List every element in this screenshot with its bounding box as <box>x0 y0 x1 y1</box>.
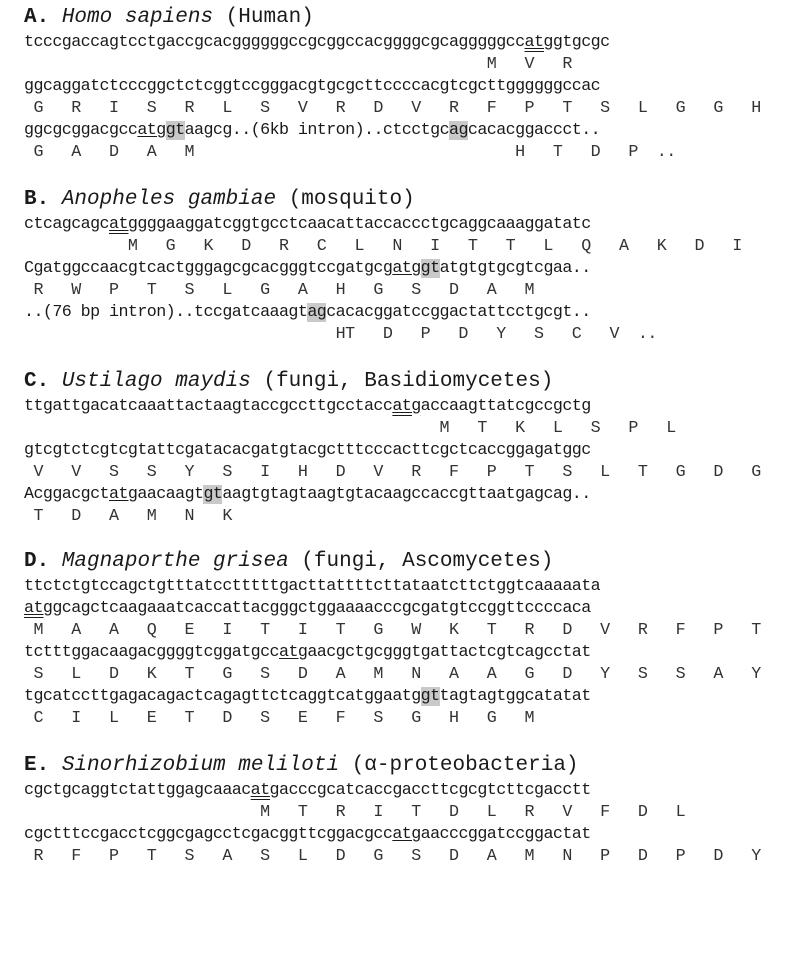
section-letter: D. <box>24 550 50 573</box>
sequence-segment: Cgatggccaacgtcactgggagcgcacgggtccgatgcg <box>24 259 393 278</box>
species-note: (Human) <box>225 6 314 29</box>
section-title <box>24 188 785 214</box>
sequence-segment: tgcatccttgagacagactcagagttctcaggtcatggaatg <box>24 687 421 706</box>
sequence-segment: cacacggaccct.. <box>467 121 601 140</box>
sequence-segment: ttctctgtccagctgtttatcctttttgacttattttcttataatcttctggtcaaaaata <box>24 577 601 596</box>
sequence-segment: ..(76 bp intron)..tccgatcaaagt <box>24 303 308 322</box>
sequence-segment: gtgcgc <box>552 33 610 52</box>
start-codon-alt: atg <box>279 643 308 662</box>
section-c <box>24 370 785 528</box>
sequence-segment: gcagctcaagaaatcaccattacgggctggaaaacccgcgatgtccggttccccaca <box>52 599 591 618</box>
amino-acid-line: S L D K T G S D A M N A A G D Y S S A Y <box>24 665 761 684</box>
sequence-segment: acccgcatcaccgaccttcgcgtcttcgacctt <box>279 781 591 800</box>
section-title <box>24 370 785 396</box>
splice-site: ag <box>449 121 468 140</box>
sequence-segment: aacaagt <box>137 485 204 504</box>
spacer <box>24 528 785 550</box>
start-codon: atg <box>109 215 138 234</box>
start-codon: atg <box>524 33 553 52</box>
amino-acid-line: R W P T S L G A H G S D A M <box>24 281 534 300</box>
amino-acid-line: R F P T S A S L D G S D A M N P D P D Y <box>24 847 761 866</box>
amino-acid-line: M T K L S P L <box>24 419 676 438</box>
sequence-segment: gggaaggatcggtgcctcaacattaccaccctgcaggcaaaggatatc <box>137 215 591 234</box>
sequence-segment: aagtgtagtaagtgtacaagccaccgttaatgagcag.. <box>222 485 591 504</box>
figure <box>24 6 785 868</box>
dna-sequence-line <box>24 642 785 664</box>
dna-sequence-line <box>24 214 785 236</box>
species-note: (fungi, Ascomycetes) <box>301 550 554 573</box>
species-name: Ustilago maydis <box>61 370 251 393</box>
sequence-segment: ggcaggatctcccggctctcggtccgggacgtgcgcttccccacgtcgcttggggggccac <box>24 77 601 96</box>
section-e <box>24 754 785 868</box>
dna-sequence-line <box>24 686 785 708</box>
species-note: (fungi, Basidiomycetes) <box>263 370 554 393</box>
sequence-segment: cgctttccgacctcggcgagcctcgacggttcggacgcc <box>24 825 393 844</box>
species-name: Magnaporthe grisea <box>61 550 289 573</box>
section-letter: E. <box>24 754 50 777</box>
sequence-segment: tagtagtggcatatat <box>439 687 591 706</box>
sequence-segment: aagcg..(6kb intron)..ctcctgc <box>184 121 450 140</box>
dna-sequence-line <box>24 440 785 462</box>
dna-sequence-line <box>24 780 785 802</box>
amino-acid-line: M V R <box>24 55 572 74</box>
sequence-segment: gtcgtctcgtcgtattcgatacacgatgtacgctttcccacttcgctcaccggagatggc <box>24 441 591 460</box>
sequence-segment: aacccggatccggactat <box>420 825 591 844</box>
section-letter: C. <box>24 370 50 393</box>
species-note: (mosquito) <box>288 188 415 211</box>
amino-acid-line: M A A Q E I T I T G W K T R D V R F P T <box>24 621 761 640</box>
start-codon-alt: atg <box>392 259 421 278</box>
splice-site: gt <box>165 121 185 140</box>
sequence-segment: ttgattgacatcaaattactaagtaccgccttgcctacc <box>24 397 393 416</box>
start-codon-alt: atg <box>392 825 421 844</box>
sequence-segment: atgtgtgcgtcgaa.. <box>439 259 591 278</box>
dna-sequence-line <box>24 396 785 418</box>
species-note: (α-proteobacteria) <box>351 754 579 777</box>
dna-sequence-line <box>24 576 785 598</box>
amino-acid-line: T D A M N K <box>24 507 232 526</box>
section-letter: B. <box>24 188 50 211</box>
amino-acid-line: M T R I T D L R V F D L <box>24 803 686 822</box>
section-title <box>24 754 785 780</box>
dna-sequence-line <box>24 120 785 142</box>
section-title <box>24 6 785 32</box>
species-name: Sinorhizobium meliloti <box>61 754 340 777</box>
sequence-segment: cgctgcaggtctattggagcaaac <box>24 781 251 800</box>
spacer <box>24 164 785 188</box>
sequence-segment: ctcagcagc <box>24 215 109 234</box>
section-d <box>24 550 785 730</box>
amino-acid-line: G A D A M H T D P .. <box>24 143 676 162</box>
start-codon-alt: atg <box>137 121 166 140</box>
splice-site: gt <box>420 259 440 278</box>
splice-site: gt <box>203 485 223 504</box>
sequence-segment: aacgctgcgggtgattactcgtcagcctat <box>307 643 591 662</box>
sequence-segment: cacacggatccggactattcctgcgt.. <box>326 303 591 322</box>
section-a <box>24 6 785 164</box>
spacer <box>24 346 785 370</box>
amino-acid-line: G R I S R L S V R D V R F P T S L G G H <box>24 99 761 118</box>
dna-sequence-line <box>24 598 785 620</box>
spacer <box>24 730 785 754</box>
amino-acid-line: C I L E T D S E F S G H G M <box>24 709 534 728</box>
amino-acid-line: M G K D R C L N I T T L Q A K D I <box>24 237 742 256</box>
start-codon: atg <box>250 781 280 800</box>
start-codon: atg <box>392 397 421 416</box>
splice-site: ag <box>307 303 327 322</box>
sequence-segment: ggcgcggacgcc <box>24 121 138 140</box>
dna-sequence-line <box>24 258 785 280</box>
start-codon-alt: atg <box>109 485 138 504</box>
start-codon: atg <box>24 599 53 618</box>
species-name: Anopheles gambiae <box>61 188 277 211</box>
splice-site: gt <box>420 687 440 706</box>
dna-sequence-line <box>24 824 785 846</box>
dna-sequence-line <box>24 76 785 98</box>
section-b <box>24 188 785 346</box>
section-title <box>24 550 785 576</box>
dna-sequence-line <box>24 302 785 324</box>
dna-sequence-line <box>24 484 785 506</box>
dna-sequence-line <box>24 32 785 54</box>
amino-acid-line: V V S S Y S I H D V R F P T S L T G D G <box>24 463 761 482</box>
section-letter: A. <box>24 6 50 29</box>
species-name: Homo sapiens <box>61 6 214 29</box>
sequence-segment: Acggacgct <box>24 485 109 504</box>
sequence-segment: tcccgaccagtcctgaccgcacggggggccgcggccacggggcgcagggggcc <box>24 33 525 52</box>
sequence-segment: tctttggacaagacggggtcggatgcc <box>24 643 279 662</box>
amino-acid-line: HT D P D Y S C V .. <box>24 325 657 344</box>
sequence-segment: accaagttatcgccgctg <box>420 397 591 416</box>
